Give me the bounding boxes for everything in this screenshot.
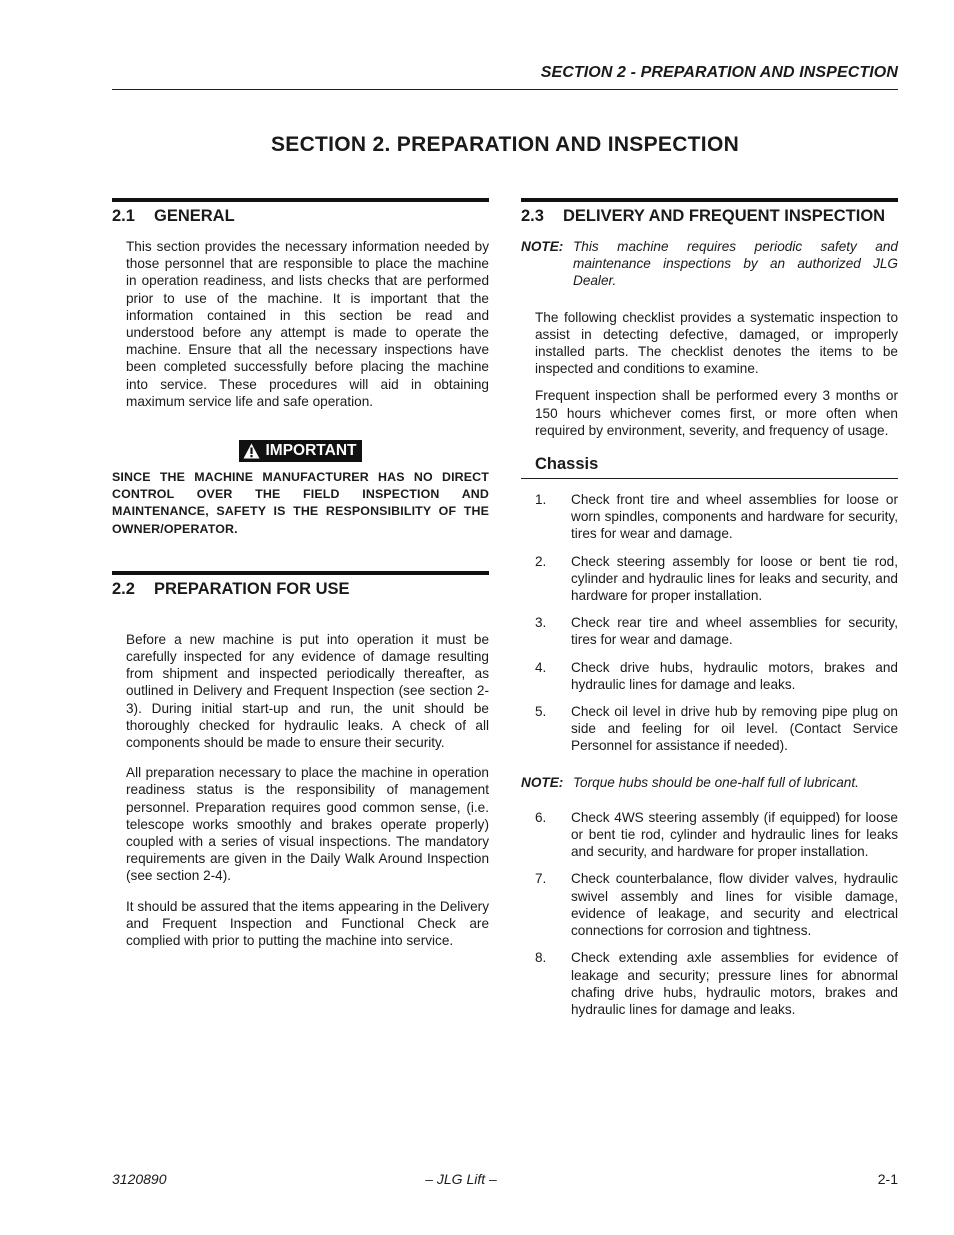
checklist-item-number	[521, 614, 571, 648]
delivery-paragraph-1: The following checklist provides a systematic inspection to assist in detecting defective, damaged, or improperly installed parts. The checklist denotes the items to be inspected and conditions to examine.	[535, 309, 898, 377]
checklist-item-number	[521, 809, 571, 861]
checklist-item-number-text: 7.	[535, 871, 547, 887]
note-1	[521, 238, 898, 290]
section-heading-text: GENERAL	[154, 207, 235, 225]
preparation-paragraph-1: Before a new machine is put into operation it must be carefully inspected for any evidence of damage resulting from shipment and inspected periodically thereafter, as outlined in Delivery and Frequent Inspection (see section 2-3). During initial start-up and run, the unit should be thoroughly checked for hydraulic leaks. A check of all components should be made to ensure their security.	[126, 631, 489, 751]
checklist-item	[521, 703, 898, 755]
checklist-item-number	[521, 491, 571, 543]
footer-doc-number: 3120890	[112, 1171, 167, 1187]
header-rule	[112, 89, 898, 90]
right-column	[521, 198, 898, 1018]
checklist-item-number-text: 3.	[535, 615, 547, 631]
checklist-item-number	[521, 553, 571, 605]
checklist-item-text: Check steering assembly for loose or bent tie rod, cylinder and hydraulic lines for leaks and security, and hardware for proper installation.	[571, 553, 898, 604]
running-header: SECTION 2 - PREPARATION AND INSPECTION	[540, 64, 898, 81]
important-badge	[239, 440, 363, 462]
section-number: 2.1	[112, 207, 135, 225]
note-label: NOTE:	[521, 239, 564, 254]
note-text: Torque hubs should be one-half full of lubricant.	[573, 774, 859, 790]
checklist-item-number-text: 4.	[535, 659, 547, 675]
checklist-item-text: Check extending axle assemblies for evidence of leakage and security; pressure lines for abnormal chafing drive hubs, hydraulic motors, brakes and hydraulic lines for damage and leaks.	[571, 950, 898, 1017]
checklist-item	[521, 659, 898, 693]
general-paragraph: This section provides the necessary information needed by those personnel that are responsible to place the machine in operation readiness, and lists checks that are performed prior to use of the machine. It is important that the information contained in this section be read and understood before any attempt is made to operate the machine. Ensure that all the necessary inspections have been completed successfully before placing the machine into service. These procedures will aid in obtaining maximum service life and safe operation.	[126, 239, 489, 409]
footer-center: – JLG Lift –	[425, 1171, 497, 1187]
section-2-1-heading	[112, 198, 489, 226]
left-column	[112, 198, 489, 949]
checklist-item-number	[521, 870, 571, 939]
checklist-item-text: Check oil level in drive hub by removing pipe plug on side and feeling for oil level. (Contact Service Personnel for assistance if needed).	[571, 704, 898, 754]
checklist-item	[521, 870, 898, 939]
checklist-item	[521, 553, 898, 605]
checklist-item-number-text: 6.	[535, 809, 547, 825]
checklist-item	[521, 491, 898, 543]
checklist-item-text: Check counterbalance, flow divider valves, hydraulic swivel assembly and lines for visible damage, evidence of leakage, and security and electrical connections for corrosion and tightness.	[571, 871, 898, 939]
checklist-item-number-text: 5.	[535, 704, 547, 720]
note-text: This machine requires periodic safety and maintenance inspections by an authorized JLG Dealer.	[573, 239, 898, 289]
important-label: IMPORTANT	[265, 442, 357, 460]
chassis-checklist-2	[521, 809, 898, 1018]
page-title: SECTION 2. PREPARATION AND INSPECTION	[270, 133, 740, 156]
checklist-item	[521, 614, 898, 648]
section-heading-text: PREPARATION FOR USE	[154, 579, 350, 598]
delivery-paragraph-2: Frequent inspection shall be performed every 3 months or 150 hours whichever comes first, or more often when required by environment, severity, and frequency of usage.	[535, 388, 898, 438]
section-2-3-heading	[521, 198, 898, 226]
chassis-checklist-1	[521, 491, 898, 755]
preparation-paragraph-3: It should be assured that the items appearing in the Delivery and Frequent Inspection and Functional Check are complied with prior to putting the machine into service.	[126, 898, 489, 949]
section-number: 2.2	[112, 579, 135, 598]
section-heading-text: DELIVERY AND FREQUENT INSPECTION	[563, 207, 886, 225]
checklist-item-number	[521, 949, 571, 1018]
chassis-heading: Chassis	[521, 455, 898, 479]
checklist-item-number-text: 8.	[535, 950, 547, 966]
checklist-item-text: Check 4WS steering assembly (if equipped) for loose or bent tie rod, cylinder and hydraulic lines for leaks and security, and hardware for proper installation.	[571, 809, 898, 860]
checklist-item-number-text: 1.	[535, 492, 547, 508]
warning-triangle-icon	[243, 443, 260, 459]
checklist-item-number	[521, 659, 571, 693]
note-2	[521, 774, 898, 791]
section-number: 2.3	[521, 207, 544, 225]
checklist-item-number-text: 2.	[535, 553, 547, 569]
checklist-item-text: Check rear tire and wheel assemblies for security, tires for wear and damage.	[571, 615, 898, 648]
preparation-paragraph-2: All preparation necessary to place the machine in operation readiness status is the responsibility of management personnel. Preparation requires good common sense, (i.e. telescope works smoothly and brakes operate properly) coupled with a series of visual inspections. The mandatory requirements are given in the Daily Walk Around Inspection (see section 2-4).	[126, 765, 489, 884]
checklist-item	[521, 949, 898, 1018]
section-2-2-heading	[112, 571, 489, 599]
checklist-item-number	[521, 703, 571, 755]
important-callout	[112, 440, 489, 464]
checklist-item-text: Check drive hubs, hydraulic motors, brakes and hydraulic lines for damage and leaks.	[571, 659, 898, 692]
important-text: SINCE THE MACHINE MANUFACTURER HAS NO DIRECT CONTROL OVER THE FIELD INSPECTION AND MAINTENANCE, SAFETY IS THE RESPONSIBILITY OF THE OWNER/OPERATOR.	[112, 470, 489, 536]
footer-page-number: 2-1	[877, 1171, 898, 1187]
checklist-item	[521, 809, 898, 861]
note-label: NOTE:	[521, 774, 564, 790]
checklist-item-text: Check front tire and wheel assemblies for loose or worn spindles, components and hardware for security, tires for wear and damage.	[571, 492, 898, 542]
